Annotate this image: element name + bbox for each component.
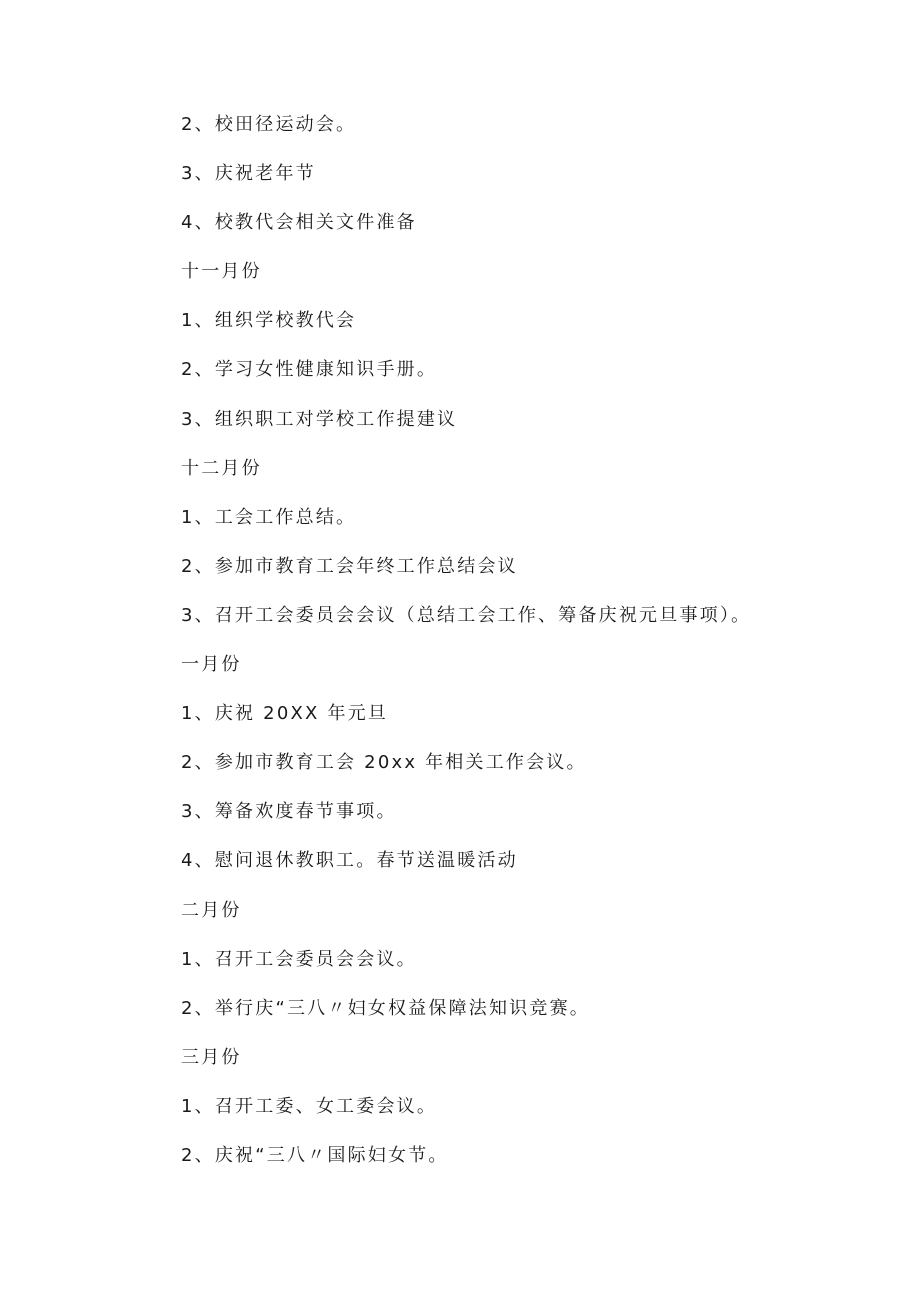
list-item: 4、校教代会相关文件准备 <box>181 212 417 234</box>
list-item: 2、校田径运动会。 <box>181 114 357 135</box>
month-heading: 二月份 <box>181 899 242 921</box>
list-item: 2、庆祝“三八〃国际妇女节。 <box>181 1144 449 1166</box>
list-item: 2、学习女性健康知识手册。 <box>181 359 438 381</box>
list-item: 2、参加市教育工会 20xx 年相关工作会议。 <box>181 752 587 774</box>
list-item: 2、参加市教育工会年终工作总结会议 <box>181 555 518 577</box>
list-item: 1、召开工会委员会会议。 <box>181 948 417 970</box>
list-item: 1、组织学校教代会 <box>181 310 357 332</box>
month-heading: 十一月份 <box>181 261 262 283</box>
list-item: 4、慰问退休教职工。春节送温暖活动 <box>181 850 518 872</box>
list-item: 3、召开工会委员会会议（总结工会工作、筹备庆祝元旦事项）。 <box>181 604 752 626</box>
list-item: 3、筹备欢度春节事项。 <box>181 801 397 823</box>
list-item: 1、庆祝 20XX 年元旦 <box>181 703 389 725</box>
list-item: 1、工会工作总结。 <box>181 506 357 528</box>
month-heading: 三月份 <box>181 1046 242 1068</box>
document-body <box>181 111 841 1191</box>
month-heading: 一月份 <box>181 654 242 676</box>
month-heading: 十二月份 <box>181 457 262 479</box>
list-item: 1、召开工委、女工委会议。 <box>181 1095 438 1117</box>
list-item: 3、庆祝老年节 <box>181 163 316 185</box>
list-item: 3、组织职工对学校工作提建议 <box>181 408 458 430</box>
list-item: 2、举行庆“三八〃妇女权益保障法知识竞赛。 <box>181 997 590 1019</box>
